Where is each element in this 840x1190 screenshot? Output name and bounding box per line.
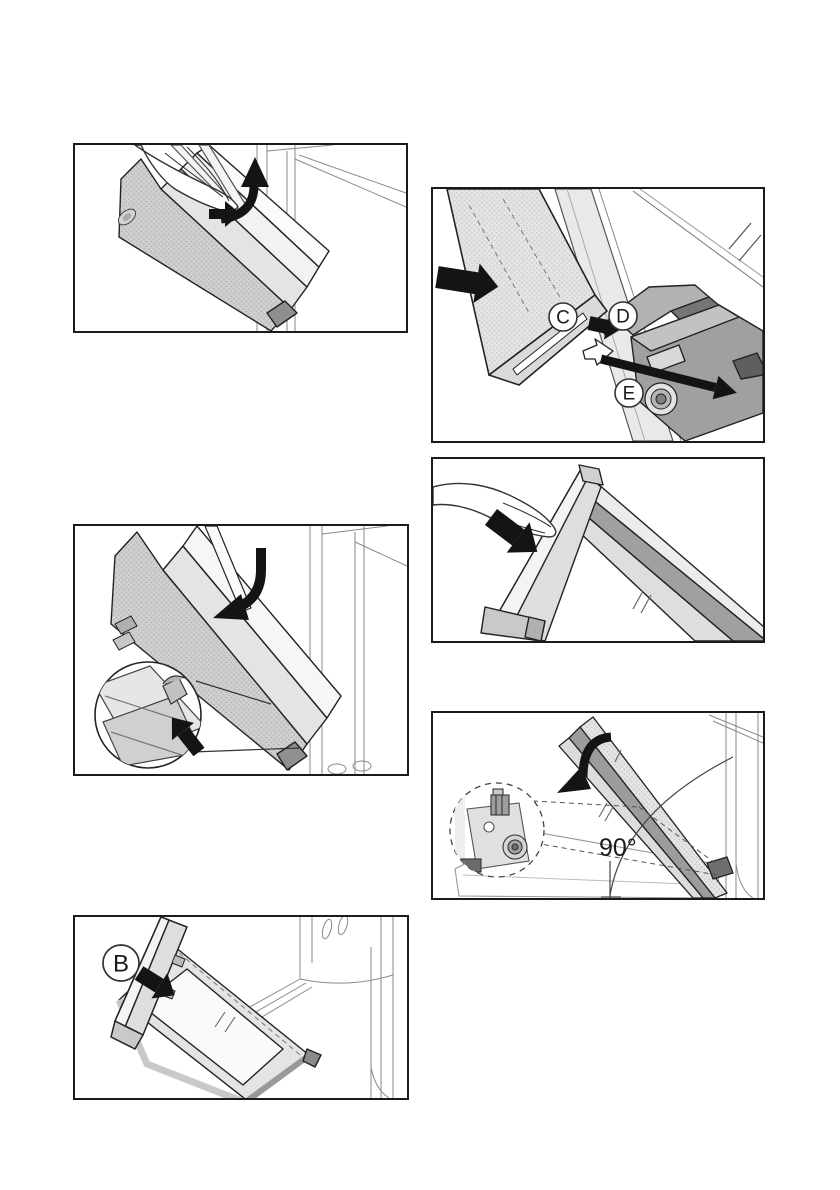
figure-fit-trim-b — [73, 915, 409, 1100]
door-90-illustration — [433, 713, 763, 898]
figure-press-trim — [431, 457, 765, 643]
svg-text:B: B — [112, 950, 130, 978]
remove-glass-illustration — [75, 145, 406, 331]
angle-label: 90° — [599, 834, 637, 862]
hinge-tab — [303, 1049, 321, 1067]
press-trim-illustration — [433, 459, 763, 641]
part-label-e — [615, 379, 643, 407]
part-label-d — [609, 302, 637, 330]
oven-frame-outline — [310, 526, 407, 774]
part-label-b — [103, 945, 139, 981]
insert-glass-illustration — [75, 526, 407, 774]
fit-trim-b-illustration — [75, 917, 407, 1098]
svg-text:D: D — [616, 306, 630, 328]
figure-open-door-90 — [431, 711, 765, 900]
svg-text:C: C — [556, 307, 570, 329]
figure-fit-door-trim — [431, 187, 765, 443]
part-label-c — [549, 303, 577, 331]
hinge-inset — [450, 783, 544, 877]
fit-trim-illustration — [433, 189, 763, 441]
door-assembly — [481, 465, 763, 641]
figure-insert-glass-panel — [73, 524, 409, 776]
svg-text:E: E — [622, 383, 636, 405]
figure-remove-glass-panels — [73, 143, 408, 333]
